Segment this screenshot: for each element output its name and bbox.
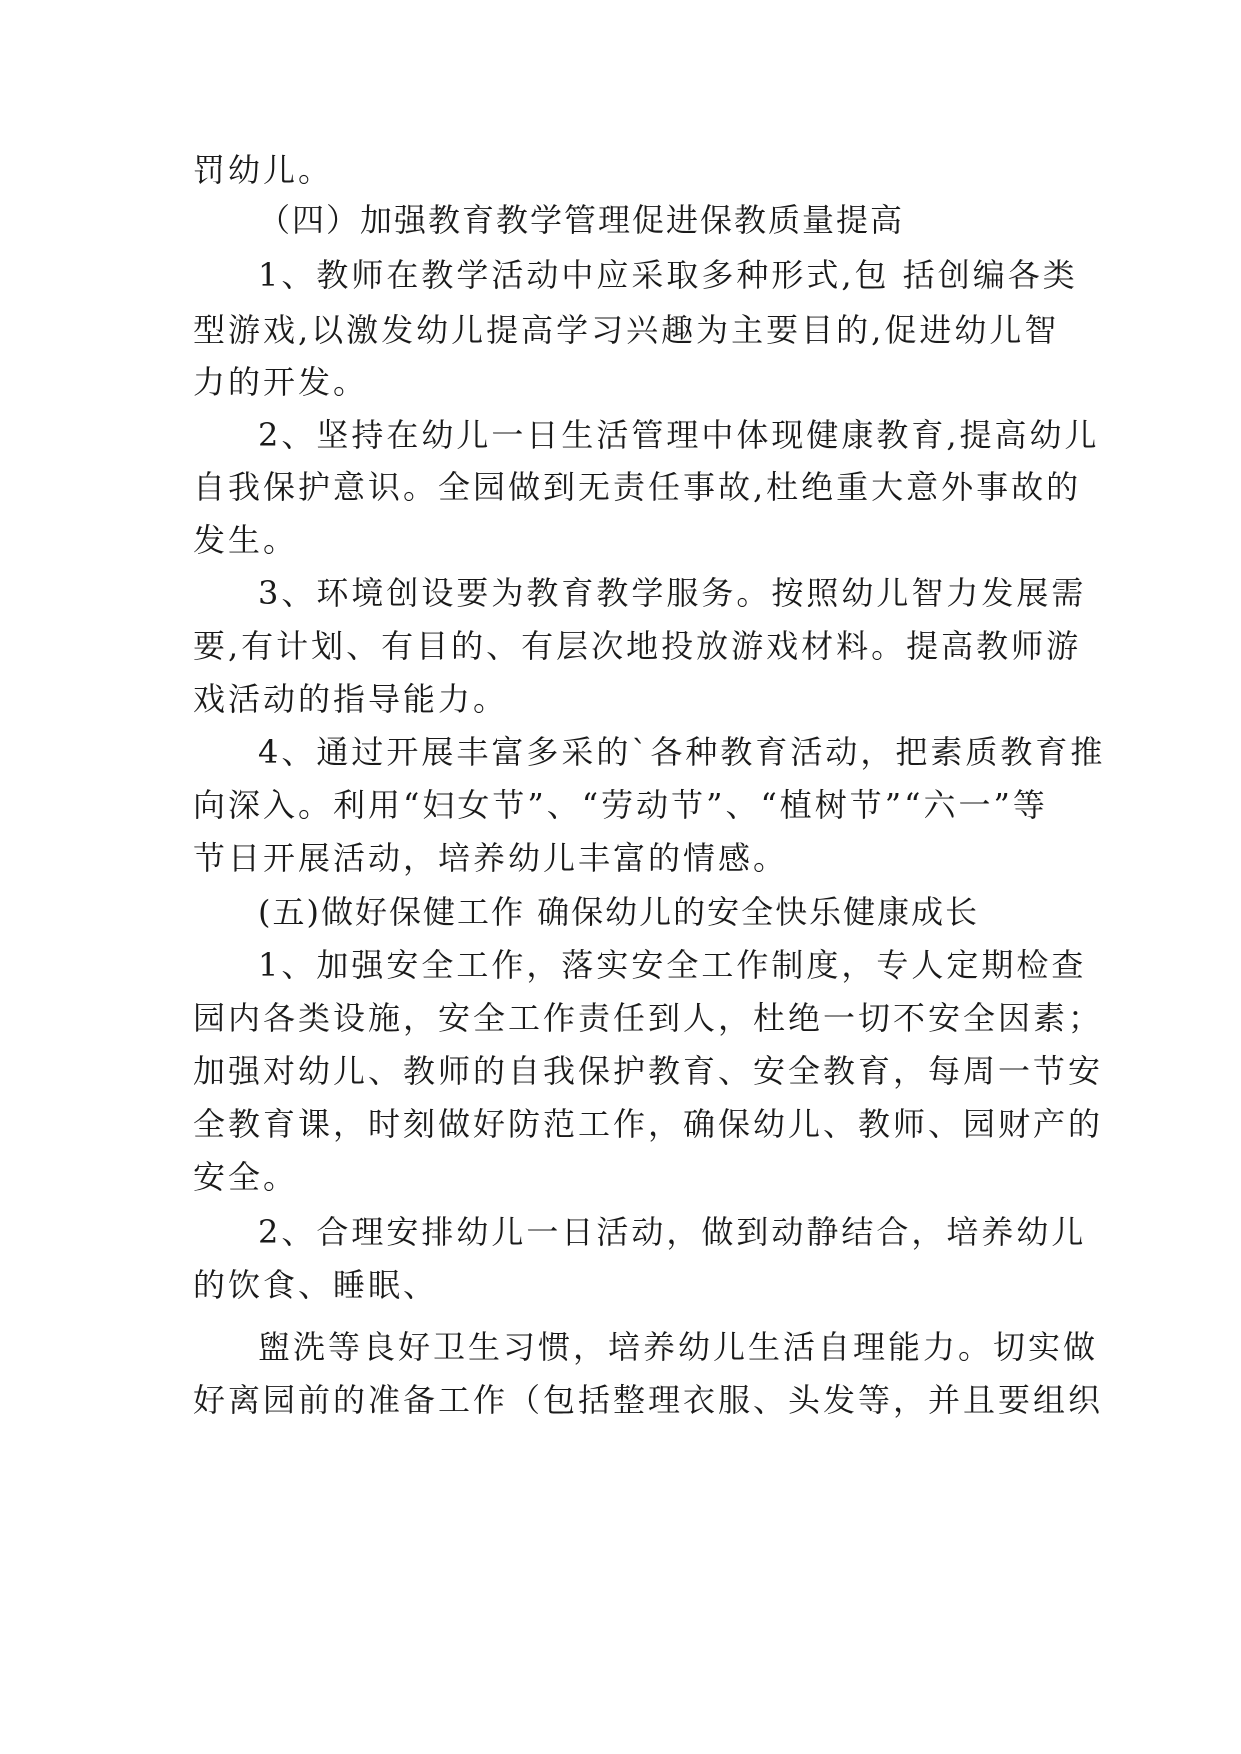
text-line: 向深入。利用“妇女节”、“劳动节”、“植树节”“六一”等 <box>193 786 1048 824</box>
text-line: 发生。 <box>193 521 299 559</box>
text-line: 1、教师在教学活动中应采取多种形式,包 括创编各类 <box>258 256 1078 294</box>
text-line: 好离园前的准备工作（包括整理衣服、头发等，并且要组织 <box>193 1381 1104 1419</box>
text-line: 园内各类设施，安全工作责任到人，杜绝一切不安全因素； <box>193 999 1104 1037</box>
text-line: 要,有计划、有目的、有层次地投放游戏材料。提高教师游 <box>193 627 1082 665</box>
text-line: 盥洗等良好卫生习惯，培养幼儿生活自理能力。切实做 <box>258 1328 1099 1366</box>
text-line: 自我保护意识。全园做到无责任事故,杜绝重大意外事故的 <box>193 468 1082 506</box>
text-line: 戏活动的指导能力。 <box>193 680 509 718</box>
text-line: 2、合理安排幼儿一日活动，做到动静结合，培养幼儿 <box>258 1213 1087 1251</box>
text-line: 加强对幼儿、教师的自我保护教育、安全教育，每周一节安 <box>193 1052 1104 1090</box>
text-line: 1、加强安全工作，落实安全工作制度，专人定期检查 <box>258 946 1087 984</box>
text-line: 安全。 <box>193 1158 299 1196</box>
text-line: 力的开发。 <box>193 363 369 401</box>
section-heading: (五)做好保健工作 确保幼儿的安全快乐健康成长 <box>258 893 980 931</box>
text-line: 型游戏,以激发幼儿提高学习兴趣为主要目的,促进幼儿智 <box>193 311 1060 349</box>
text-line: 3、环境创设要为教育教学服务。按照幼儿智力发展需 <box>258 574 1087 612</box>
text-line: 的饮食、睡眠、 <box>193 1266 439 1304</box>
text-line: 罚幼儿。 <box>193 151 334 189</box>
section-heading: （四）加强教育教学管理促进保教质量提高 <box>258 201 905 239</box>
text-line: 4、通过开展丰富多采的`各种教育活动，把素质教育推 <box>258 733 1106 771</box>
text-line: 2、坚持在幼儿一日生活管理中体现健康教育,提高幼儿 <box>258 416 1100 454</box>
text-line: 全教育课，时刻做好防范工作，确保幼儿、教师、园财产的 <box>193 1105 1104 1143</box>
text-line: 节日开展活动，培养幼儿丰富的情感。 <box>193 839 789 877</box>
